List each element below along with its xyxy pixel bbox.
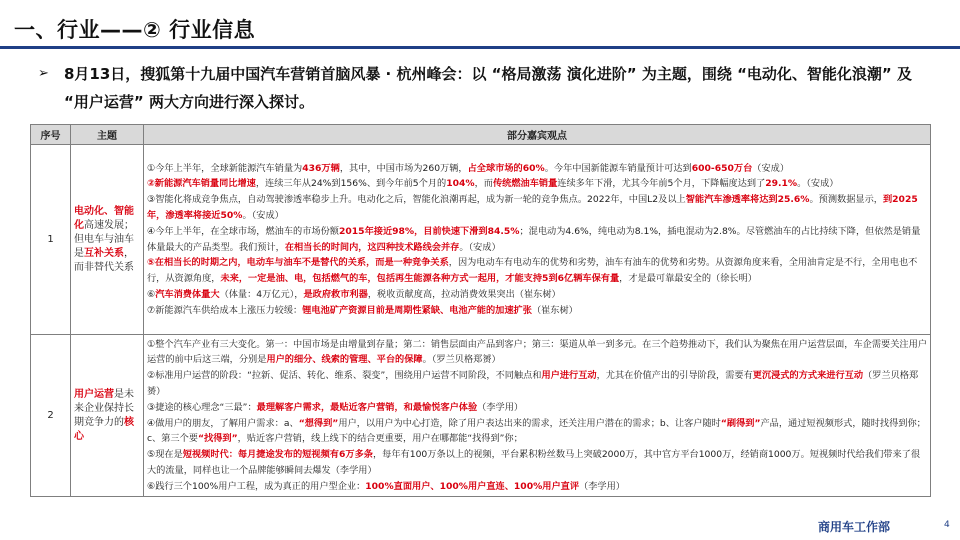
body-text: ③智能化将成竞争焦点，自动驾驶渗透率稳步上升。电动化之后，智能化浪潮再起，成为新一轮的竞争焦点。2022年，中国L2及以上 bbox=[147, 194, 686, 206]
viewpoint-item bbox=[147, 400, 927, 416]
body-text: ⑥ bbox=[147, 288, 156, 300]
row-number: 1 bbox=[31, 145, 71, 335]
body-text: ，每年有100万条以上的视频，平台累积粉丝数马上突破2000万，其中官方平台1000万，经销商1000万。短视频时代给我们带来了很大的流量，同样也让一个品牌能够瞬间去爆发（李学用） bbox=[147, 449, 921, 476]
row-views bbox=[144, 335, 931, 497]
highlight-text: 104% bbox=[446, 178, 475, 190]
viewpoint-item bbox=[147, 255, 927, 287]
highlight-text: 核心 bbox=[74, 416, 134, 442]
highlight-text: 互补关系 bbox=[84, 247, 124, 259]
highlight-text: “刷得到” bbox=[720, 417, 761, 429]
highlight-text: 是政府救市利器 bbox=[303, 288, 368, 300]
body-text: （李学用） bbox=[579, 480, 625, 492]
body-text: ⑤现在是 bbox=[147, 449, 183, 461]
body-text: ③捷途的核心理念“三最”： bbox=[147, 401, 257, 413]
highlight-text: 用户进行互动 bbox=[541, 370, 597, 382]
highlight-text: 29.1% bbox=[765, 178, 798, 190]
body-text: （体量：4万亿元）， bbox=[219, 288, 304, 300]
highlight-text: 智能汽车渗透率将达到25.6% bbox=[685, 194, 810, 206]
body-text: 连续多年下滑，尤其今年前5个月，下降幅度达到了 bbox=[557, 178, 766, 190]
highlight-text: 汽车消费体量大 bbox=[155, 288, 220, 300]
body-text: ，贴近客户营销，线上线下的结合更重要，用户在哪都能“找得到”你； bbox=[237, 433, 523, 445]
body-text: ，才是最可靠最安全的（徐长明） bbox=[619, 273, 757, 285]
body-text: ，而 bbox=[474, 178, 493, 190]
body-text: ，税收贡献度高，拉动消费效果突出（崔东树） bbox=[367, 288, 561, 300]
body-text: ，因为电动车有电动车的优势和劣势，油车有油车的优势和劣势。从资源角度来看，全用油肯定是不行，全用电也不行，从资源角度， bbox=[147, 257, 918, 285]
viewpoint-item bbox=[147, 224, 927, 256]
highlight-text: 436万辆 bbox=[302, 162, 340, 174]
body-text: ④做用户的朋友，了解用户需求：a、 bbox=[147, 417, 299, 429]
viewpoint-item bbox=[147, 368, 927, 400]
body-text: 高速发展； bbox=[84, 219, 134, 231]
body-text: ⑦新能源汽车供给成本上涨压力较缓： bbox=[147, 304, 303, 316]
viewpoint-item bbox=[147, 161, 927, 177]
footer-brand: 商用车工作部 bbox=[818, 520, 891, 534]
title-divider bbox=[0, 46, 960, 49]
body-text: ②标准用户运营的阶段：“拉新、促活、转化、维系、裂变”，围绕用户运营不同阶段，不同触点和 bbox=[147, 370, 542, 382]
body-text: （李学用） bbox=[477, 401, 524, 413]
highlight-text: 2015年接近98%，目前快速下滑到84.5% bbox=[339, 225, 520, 237]
body-text: 。今年中国新能源车销量预计可达到 bbox=[544, 162, 692, 174]
body-text: ①整个汽车产业有三大变化。第一：中国市场是由增量到存量；第二：销售层面由产品到客户；第三：渠道从单一到多元。在三个趋势推动下，我们认为聚焦在用户运营层面，车企需要关注用户运营的前中后这三端，分别是 bbox=[147, 338, 927, 366]
row-views bbox=[144, 145, 931, 335]
highlight-text: 传统燃油车销量 bbox=[492, 178, 558, 190]
row-number: 2 bbox=[31, 335, 71, 497]
highlight-text: 在相当长的时间内，这四种技术路线会并存 bbox=[284, 241, 460, 253]
body-text: ，连续三年从24%到156%、到今年前5个月的 bbox=[255, 178, 447, 190]
highlight-text: 短视频时代：每月捷途发布的短视频有6万多条 bbox=[182, 449, 373, 461]
body-text: ①今年上半年，全球新能源汽车销量为 bbox=[147, 162, 303, 174]
page-number: 4 bbox=[944, 520, 950, 530]
viewpoint-item bbox=[147, 303, 927, 319]
highlight-text: 未来，一定是油、电，包括燃气的车，包括再生能源各种方式一起用，才能支持5到6亿辆车保有量 bbox=[220, 273, 620, 285]
body-text: ⑥践行三个100%用户工程，成为真正的用户型企业： bbox=[147, 480, 366, 492]
highlight-text: 更沉浸式的方式来进行互动 bbox=[752, 370, 864, 382]
highlight-text: 用户运营 bbox=[74, 388, 114, 400]
highlight-text: 最理解客户需求，最贴近客户营销，和最愉悦客户体验 bbox=[256, 401, 478, 413]
body-text: ，其中，中国市场为260万辆， bbox=[339, 162, 468, 174]
row-topic bbox=[71, 145, 144, 335]
viewpoint-item bbox=[147, 337, 927, 369]
intro-paragraph bbox=[38, 60, 938, 116]
body-text: （安成） bbox=[752, 162, 790, 174]
body-text: ；混电动为4.6%，纯电动为8.1%，插电混动为2.8%。尽管燃油车的占比持续下降，但依然是销量体量最大的产品类型。我们预计， bbox=[147, 225, 921, 253]
bullet-arrow-icon: ➢ bbox=[38, 66, 49, 81]
row-topic bbox=[71, 335, 144, 497]
table-header-row bbox=[31, 125, 931, 145]
body-text: 。（安成） bbox=[459, 241, 501, 253]
highlight-text: 锂电池矿产资源目前是周期性紧缺、电池产能的加速扩张 bbox=[302, 304, 532, 316]
body-text: 。（罗兰贝格郑赟） bbox=[422, 354, 501, 366]
body-text: 但电车与油车是 bbox=[74, 233, 134, 259]
page-title: 一、行业——② 行业信息 bbox=[14, 18, 256, 42]
table-row bbox=[31, 145, 931, 335]
column-header-number: 序号 bbox=[31, 125, 71, 145]
table-row bbox=[31, 335, 931, 497]
body-text: ④今年上半年，在全球市场，燃油车的市场份额 bbox=[147, 225, 339, 237]
highlight-text: ⑤在相当长的时期之内，电动车与油车不是替代的关系，而是一种竞争关系 bbox=[147, 257, 449, 269]
body-text: ，而非替代关系 bbox=[74, 247, 134, 273]
column-header-views: 部分嘉宾观点 bbox=[144, 125, 931, 145]
body-text: 用户，以用户为中心打造，除了用户表达出来的需求，还关注用户潜在的需求；b、让客户随时 bbox=[338, 417, 721, 429]
viewpoint-item bbox=[147, 447, 927, 479]
viewpoint-item bbox=[147, 176, 927, 192]
highlight-text: 用户的细分、线索的管理、平台的保障 bbox=[266, 354, 423, 366]
highlight-text: 占全球市场的60% bbox=[467, 162, 545, 174]
highlight-text: 100%直面用户、100%用户直连、100%用户直评 bbox=[365, 480, 580, 492]
body-text: 。（安成） bbox=[242, 209, 284, 221]
body-text: 。预测数据显示， bbox=[809, 194, 883, 206]
viewpoints-table bbox=[30, 124, 931, 497]
highlight-text: “想得到” bbox=[298, 417, 339, 429]
column-header-topic: 主题 bbox=[71, 125, 144, 145]
highlight-text: 到2025年，渗透率将接近50% bbox=[147, 194, 918, 221]
highlight-text: ②新能源汽车销量同比增速 bbox=[147, 178, 256, 190]
viewpoint-item bbox=[147, 479, 927, 495]
viewpoint-item bbox=[147, 416, 927, 448]
viewpoint-item bbox=[147, 287, 927, 303]
highlight-text: “找得到” bbox=[198, 433, 238, 445]
highlight-text: 电动化、智能化 bbox=[74, 205, 134, 231]
body-text: 是未来企业保持长期竞争力的 bbox=[74, 388, 134, 428]
body-text: ，尤其在价值产出的引导阶段，需要有 bbox=[596, 370, 753, 382]
body-text: 。（安成） bbox=[797, 178, 839, 190]
body-text: （崔东树） bbox=[531, 304, 578, 316]
intro-text: 8月13日，搜狐第十九届中国汽车营销首脑风暴 · 杭州峰会：以 “格局激荡 演化进阶” 为主题，围绕 “电动化、智能化浪潮” 及 “用户运营” 两大方向进行深入探讨。 bbox=[64, 65, 913, 111]
body-text: （罗兰贝格郑赟） bbox=[147, 370, 919, 397]
highlight-text: 600-650万台 bbox=[691, 162, 753, 174]
viewpoint-item bbox=[147, 192, 927, 224]
body-text: 产品，通过短视频形式，随时找得到你；c、第三个要 bbox=[147, 417, 926, 445]
